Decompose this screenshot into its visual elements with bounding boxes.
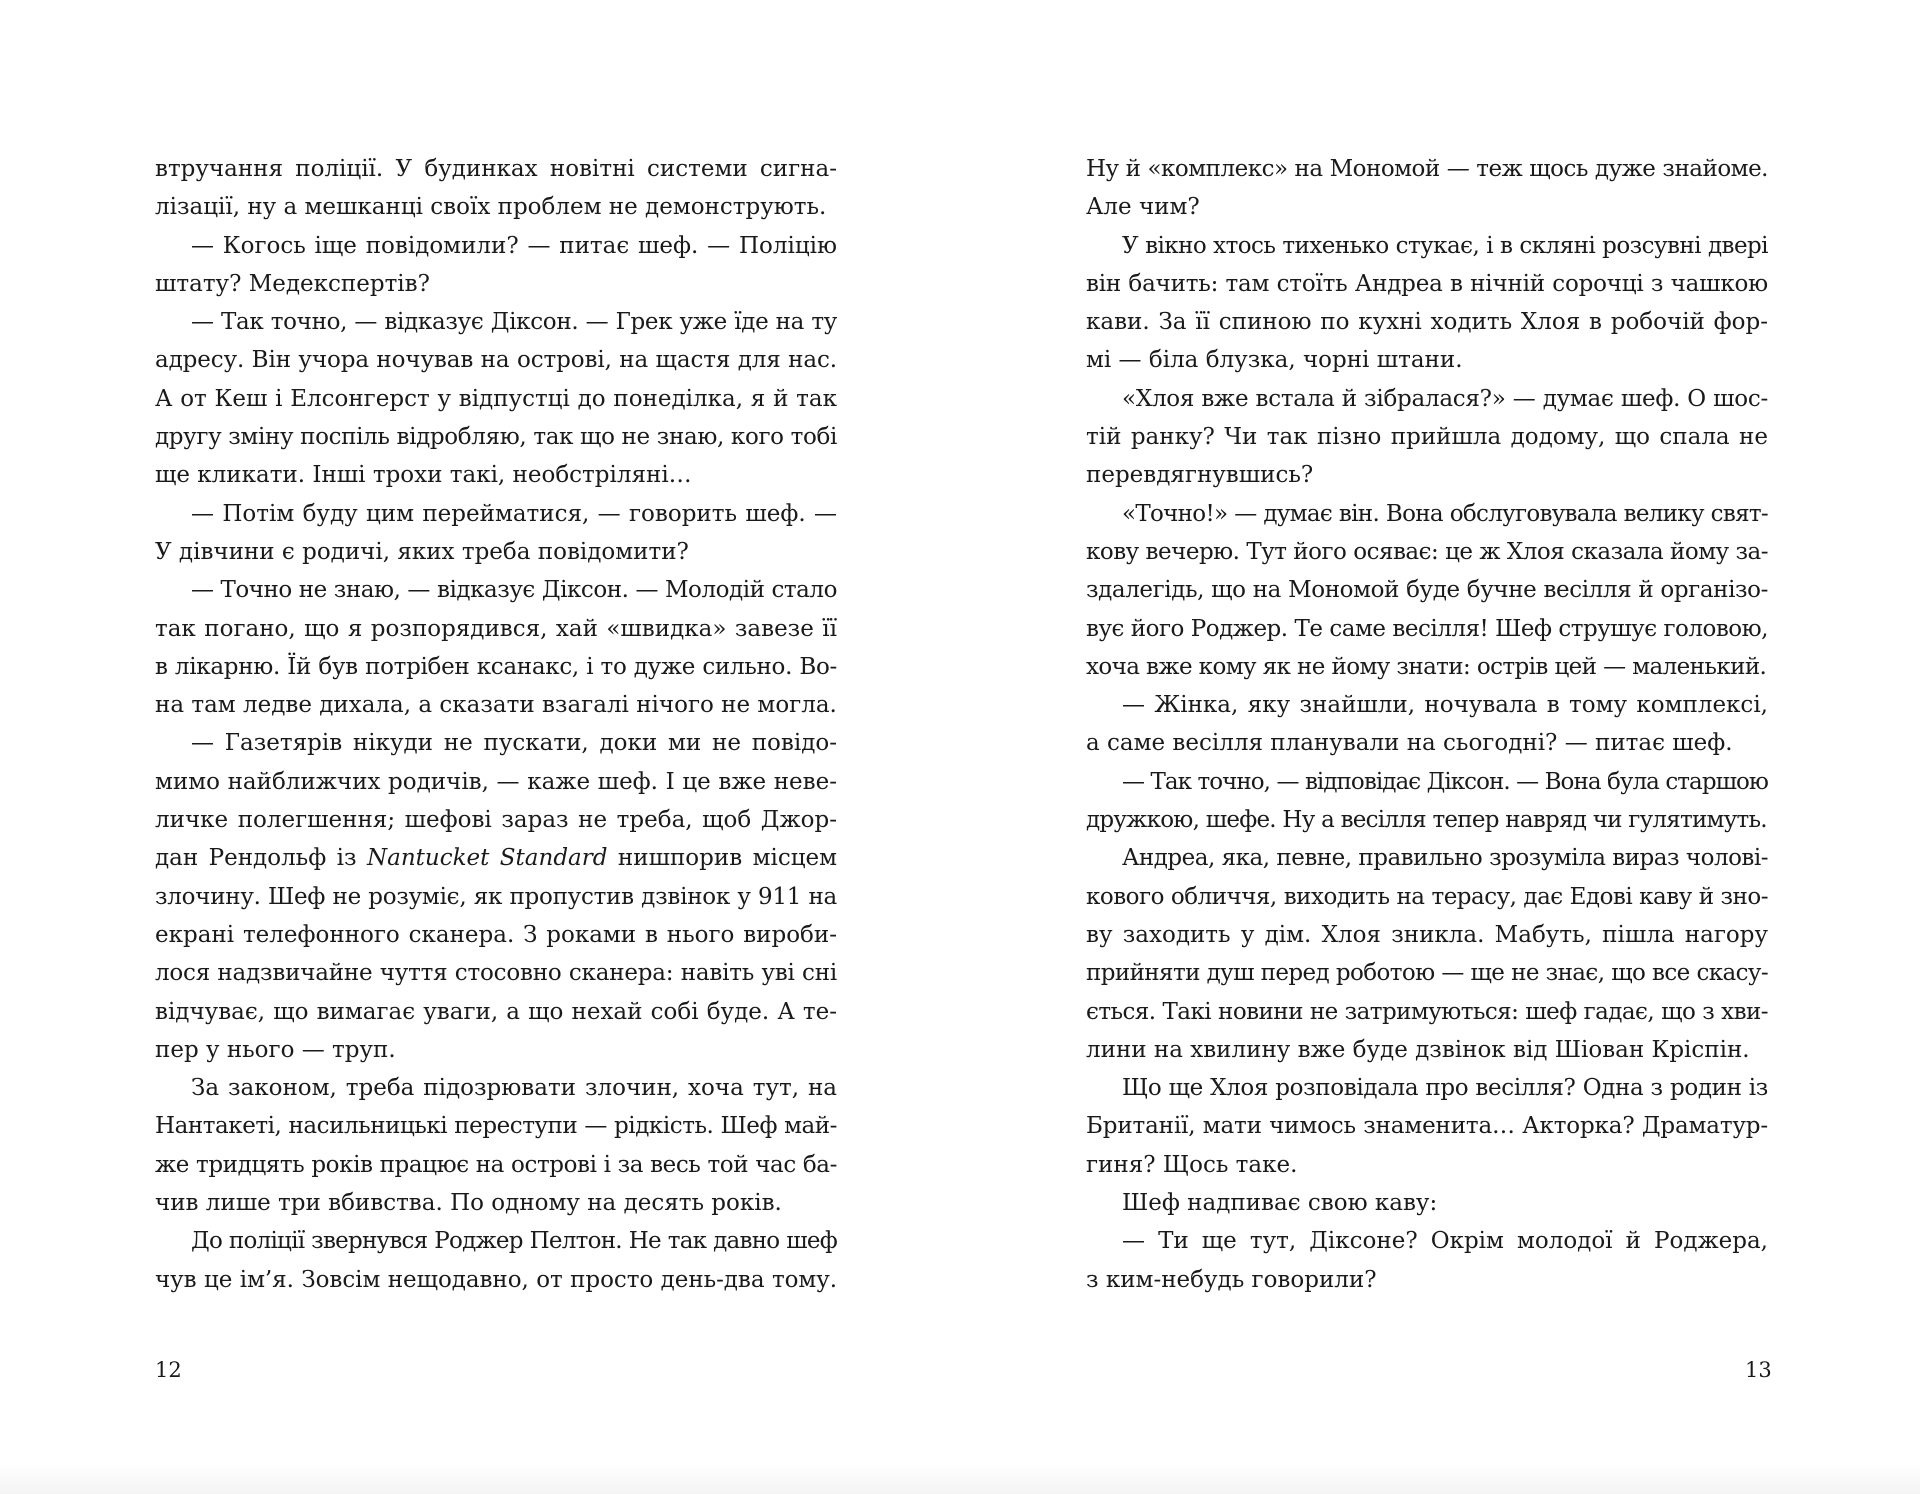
text-line: лося надзвичайне чуття стосовно сканера: навіть уві сні [155, 960, 837, 987]
text-line: — Газетярів нікуди не пускати, доки ми не повідо- [191, 730, 837, 757]
page-bottom-edge [0, 1464, 1920, 1494]
text-line: «Хлоя вже встала й зібралася?» — думає шеф. О шос- [1122, 385, 1768, 412]
page-number-right: 13 [1745, 1358, 1772, 1382]
text-line: перевдягнувшись? [1086, 462, 1314, 489]
text-line: чив лише три вбивства. По одному на десять років. [155, 1190, 782, 1217]
text-line: тій ранку? Чи так пізно прийшла додому, що спала не [1086, 424, 1768, 451]
text-segment: дан Рендольф із [155, 845, 367, 872]
text-line: — Ти ще тут, Діксоне? Окрім молодої й Роджера, [1122, 1228, 1768, 1255]
text-line: До поліції звернувся Роджер Пелтон. Не так давно шеф [191, 1228, 837, 1255]
text-line: Британії, мати чимось знаменита… Акторка? Драматур- [1086, 1113, 1768, 1140]
text-line: ще кликати. Інші трохи такі, необстріляні… [155, 462, 692, 489]
text-line: — Когось іще повідомили? — питає шеф. — Поліцію [191, 232, 837, 259]
text-line: же тридцять років працює на острові і за весь той час ба- [155, 1151, 837, 1178]
text-line: личке полегшення; шефові зараз не треба, щоб Джор- [155, 807, 837, 834]
text-line: а саме весілля планували на сьогодні? — питає шеф. [1086, 730, 1733, 757]
text-line: — Так точно, — відповідає Діксон. — Вона була старшою [1122, 768, 1768, 795]
text-line: втручання поліції. У будинках новітні системи сигна- [155, 156, 837, 182]
text-line: У вікно хтось тихенько стукає, і в скляні розсувні двері [1122, 232, 1768, 259]
text-line: він бачить: там стоїть Андреа в нічній сорочці з чашкою [1086, 270, 1768, 297]
text-line: мимо найближчих родичів, — каже шеф. І це вже неве- [155, 768, 837, 795]
text-line: адресу. Він учора ночував на острові, на щастя для нас. [155, 347, 837, 374]
text-line: Андреа, яка, певне, правильно зрозуміла вираз чолові- [1122, 845, 1768, 872]
text-line: здалегідь, що на Мономой буде бучне весілля й організо- [1086, 577, 1768, 604]
text-line: кову вечерю. Тут його осяває: це ж Хлоя сказала йому за- [1086, 538, 1768, 565]
text-line: екрані телефонного сканера. З роками в нього вироби- [155, 921, 837, 948]
text-line: — Точно не знаю, — відказує Діксон. — Молодій стало [191, 577, 837, 604]
text-line: відчуває, що вимагає уваги, а що нехай собі буде. А те- [155, 998, 837, 1025]
text-line: Але чим? [1086, 194, 1200, 221]
text-line: Нантакеті, насильницькі переступи — рідкість. Шеф май- [155, 1113, 837, 1140]
text-line: «Точно!» — думає він. Вона обслуговувала велику свят- [1122, 500, 1768, 527]
text-line: А от Кеш і Елсонгерст у відпустці до понеділка, я й так [155, 385, 837, 412]
text-line: штату? Медекспертів? [155, 270, 430, 297]
text-line: вує його Роджер. Те саме весілля! Шеф струшує головою, [1086, 615, 1768, 642]
text-segment: нишпорив місцем [607, 845, 837, 872]
newspaper-title: Nantucket Standard [366, 845, 608, 872]
text-line: За законом, треба підозрювати злочин, хоча тут, на [191, 1075, 837, 1102]
text-line: прийняти душ перед роботою — ще не знає, що все скасу- [1086, 960, 1768, 987]
text-line: на там ледве дихала, а сказати взагалі нічого не могла. [155, 692, 837, 719]
page-number-left: 12 [155, 1358, 182, 1382]
text-line: злочину. Шеф не розуміє, як пропустив дзвінок у 911 на [155, 883, 837, 910]
text-line: в лікарню. Їй був потрібен ксанакс, і то дуже сильно. Во- [155, 653, 837, 680]
text-line: Що ще Хлоя розповідала про весілля? Одна з родин із [1122, 1075, 1768, 1102]
text-line: хоча вже кому як не йому знати: острів цей — маленький. [1086, 653, 1767, 680]
text-line: з ким-небудь говорили? [1086, 1266, 1377, 1293]
text-line: мі — біла блузка, чорні штани. [1086, 347, 1463, 374]
text-line: ву заходить у дім. Хлоя зникла. Мабуть, пішла нагору [1086, 921, 1768, 948]
text-line: — Так точно, — відказує Діксон. — Грек уже їде на ту [191, 309, 837, 336]
text-line: — Жінка, яку знайшли, ночувала в тому комплексі, [1122, 692, 1768, 719]
text-line: — Потім буду цим перейматися, — говорить шеф. — [191, 500, 837, 527]
text-line: чув це ім’я. Зовсім нещодавно, от просто день-два тому. [155, 1266, 837, 1293]
text-line: У дівчини є родичі, яких треба повідомити? [155, 538, 689, 565]
text-line: Шеф надпиває свою каву: [1122, 1190, 1438, 1217]
left-page-text [155, 150, 837, 1299]
text-line: кового обличчя, виходить на терасу, дає Едові каву й зно- [1086, 883, 1768, 910]
text-line: так погано, що я розпорядився, хай «швидка» завезе її [155, 615, 837, 642]
text-line [155, 839, 837, 877]
text-line: дружкою, шефе. Ну а весілля тепер навряд чи гулятимуть. [1086, 807, 1767, 834]
text-line: лини на хвилину вже буде дзвінок від Шіован Кріспін. [1086, 1036, 1750, 1063]
right-page-text [1086, 150, 1768, 1299]
text-line: лізації, ну а мешканці своїх проблем не демонструють. [155, 194, 827, 221]
text-line: другу зміну поспіль відробляю, так що не знаю, кого тобі [155, 424, 837, 451]
text-line: гиня? Щось таке. [1086, 1151, 1298, 1178]
text-line: Ну й «комплекс» на Мономой — теж щось дуже знайоме. [1086, 156, 1768, 182]
text-line: кави. За її спиною по кухні ходить Хлоя в робочій фор- [1086, 309, 1768, 336]
text-line: ється. Такі новини не затримуються: шеф гадає, що з хви- [1086, 998, 1768, 1025]
text-line: пер у нього — труп. [155, 1036, 396, 1063]
